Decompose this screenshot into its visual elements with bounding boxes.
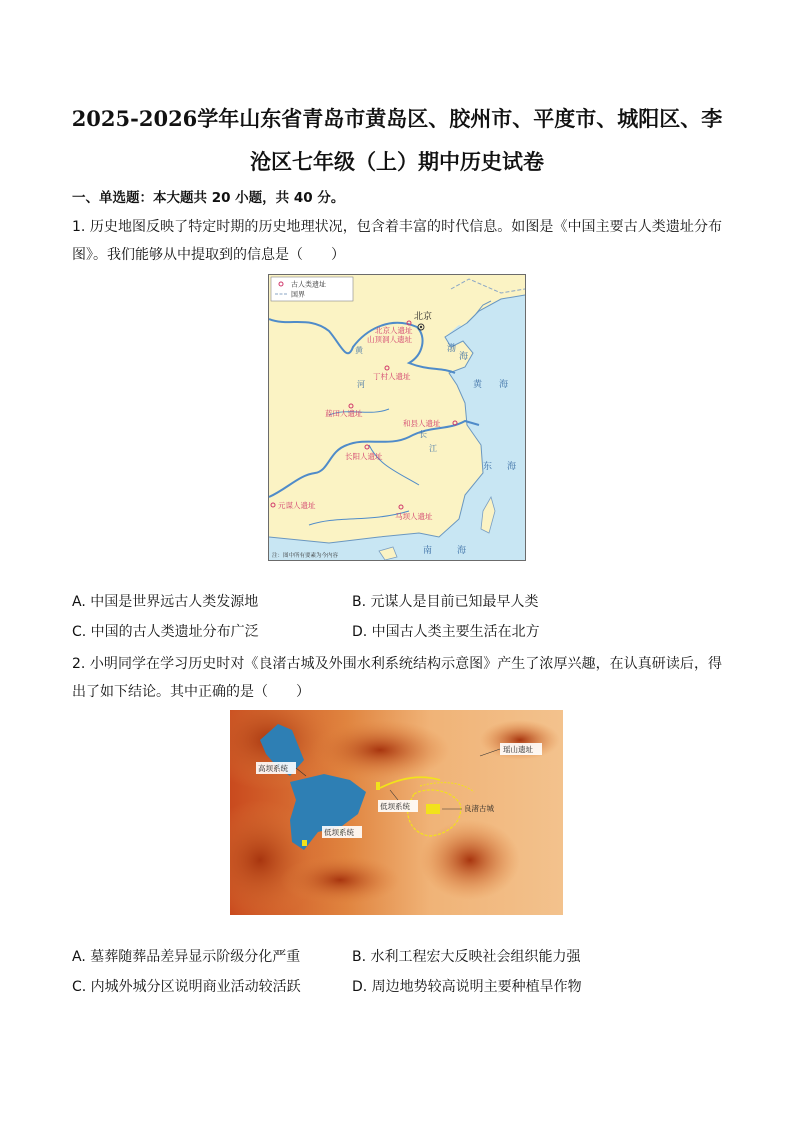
question-2-stem: 2. 小明同学在学习历史时对《良渚古城及外围水利系统结构示意图》产生了浓厚兴趣，在认真研读后，得出了如下结论。其中正确的是（ ） [72, 656, 722, 700]
sea-label-dong: 东 [483, 462, 493, 472]
beijing-label: 北京 [414, 312, 433, 322]
label-yaoshan: 瑶山遗址 [503, 745, 533, 754]
q2-option-a[interactable]: A. 墓葬随葬品差异显示阶级分化严重 [72, 949, 301, 965]
inner-city [426, 804, 440, 814]
river-label-huang: 黄 [355, 346, 363, 355]
q2-option-b[interactable]: B. 水利工程宏大反映社会组织能力强 [352, 949, 581, 965]
legend-site-label: 古人类遗址 [291, 280, 326, 289]
sea-label-hai4: 海 [457, 546, 467, 556]
q1-option-b[interactable]: B. 元谋人是目前已知最早人类 [352, 594, 539, 610]
q2-option-d[interactable]: D. 周边地势较高说明主要种植旱作物 [352, 979, 582, 995]
site-changyang: 长阳人遗址 [345, 452, 383, 461]
question-1-stem: 1. 历史地图反映了特定时期的历史地理状况，包含着丰富的时代信息。如图是《中国主要古人类遗址分布图》。我们能够从中提取到的信息是（ ） [72, 219, 722, 263]
sea-label-huang: 黄 [473, 380, 483, 390]
q2-option-c[interactable]: C. 内城外城分区说明商业活动较活跃 [72, 979, 301, 995]
river-label-chang: 长 [419, 430, 427, 439]
site-lantian: 蓝田人遗址 [325, 409, 363, 418]
sea-label-hai1: 海 [459, 352, 469, 362]
liangzhu-terrain-map [230, 710, 563, 915]
sea-label-hai2: 海 [499, 380, 509, 390]
map-note: 注：图中所有要素为今内容 [272, 553, 339, 559]
river-label-jiang: 江 [429, 444, 437, 453]
exam-title-line2: 沧区七年级（上）期中历史试卷 [250, 149, 544, 174]
label-diba-south: 低坝系统 [324, 828, 354, 837]
site-yuanmou: 元谋人遗址 [278, 501, 316, 510]
site-beijingren: 北京人遗址 [375, 326, 413, 335]
label-diba-north: 低坝系统 [380, 802, 410, 811]
label-gaoba: 高坝系统 [258, 764, 288, 773]
sea-label-hai3: 海 [507, 462, 517, 472]
site-maba: 马坝人遗址 [395, 512, 433, 521]
site-shandingdong: 山顶洞人遗址 [367, 335, 412, 344]
exam-title-line1: 2025-2026学年山东省青岛市黄岛区、胶州市、平度市、城阳区、李 [71, 106, 723, 131]
site-dingcun: 丁村人遗址 [373, 372, 411, 381]
section-header: 一、单选题：本大题共 20 小题，共 40 分。 [72, 190, 345, 206]
q1-option-c[interactable]: C. 中国的古人类遗址分布广泛 [72, 624, 259, 640]
label-liangzhu-city: 良渚古城 [464, 804, 494, 813]
site-hexian: 和县人遗址 [403, 419, 441, 428]
river-label-he: 河 [357, 380, 365, 389]
q1-option-a[interactable]: A. 中国是世界远古人类发源地 [72, 594, 259, 610]
q1-option-d[interactable]: D. 中国古人类主要生活在北方 [352, 624, 540, 640]
sea-label-nan: 南 [423, 546, 433, 556]
sea-label-bo: 渤 [447, 344, 457, 354]
ancient-human-sites-map [268, 274, 526, 561]
legend-border-label: 国界 [291, 290, 305, 299]
